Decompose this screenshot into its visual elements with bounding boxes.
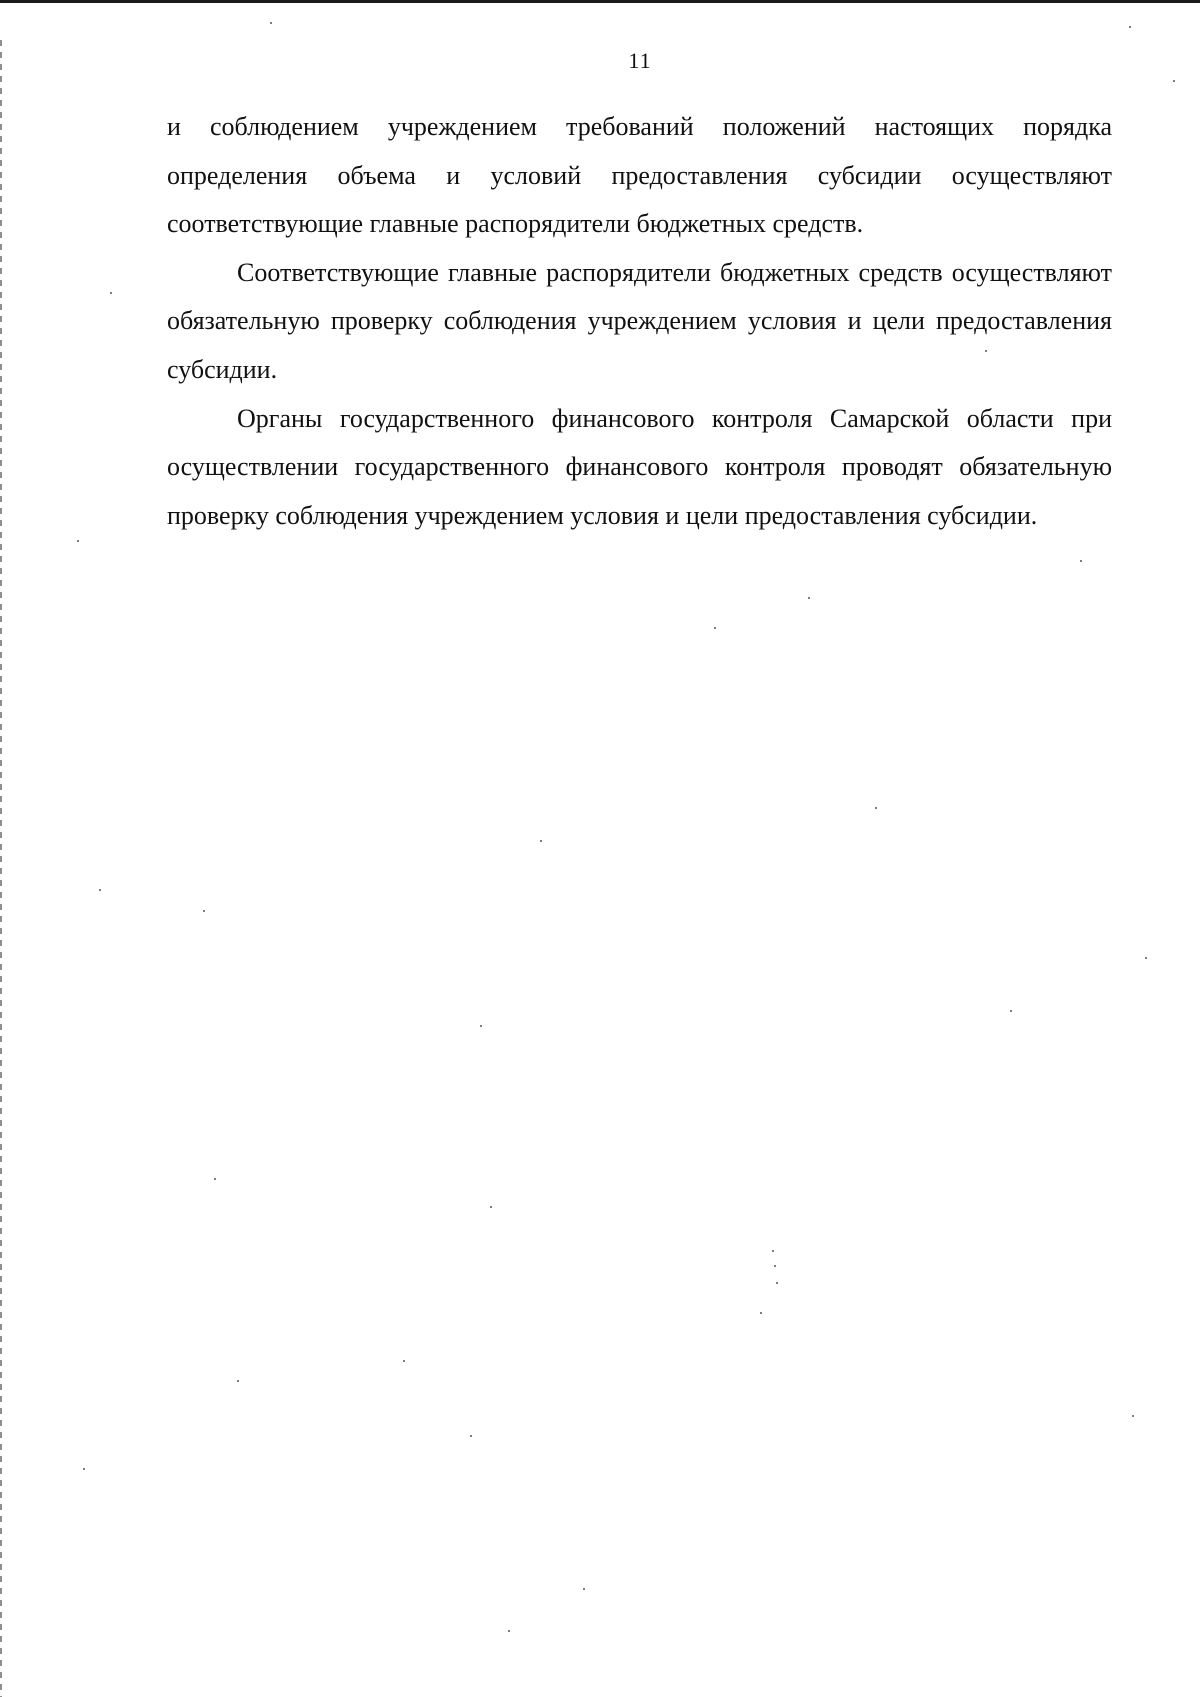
scan-speck xyxy=(875,807,877,809)
scan-left-edge xyxy=(0,40,2,1697)
scan-speck xyxy=(760,1312,762,1314)
scan-speck xyxy=(774,1265,776,1267)
paragraph-continuation: и соблюдением учреждением требований положений настоящих порядка определения объема и условий предоставления субсидии осуществляют соответствующие главные распорядители бюджетных средств. xyxy=(167,112,1112,239)
scan-speck xyxy=(77,540,79,542)
scan-speck xyxy=(203,910,205,912)
scan-speck xyxy=(808,597,810,599)
scan-speck xyxy=(772,1250,774,1252)
scan-speck xyxy=(714,627,716,629)
scan-speck xyxy=(214,1178,216,1180)
scan-speck xyxy=(1129,26,1131,28)
scan-speck xyxy=(403,1360,405,1362)
page-number: 11 xyxy=(628,48,652,73)
scan-speck xyxy=(99,889,101,891)
scan-speck xyxy=(540,840,542,842)
scan-speck xyxy=(110,292,112,294)
scan-speck xyxy=(237,1380,239,1382)
scan-speck xyxy=(480,1025,482,1027)
scan-speck xyxy=(776,1282,778,1284)
scan-speck xyxy=(470,1435,472,1437)
scan-speck xyxy=(1080,560,1082,562)
scan-speck xyxy=(1132,1415,1134,1417)
scan-speck xyxy=(508,1630,510,1632)
scan-speck xyxy=(583,1588,585,1590)
scan-speck xyxy=(1145,957,1147,959)
paragraph-budget-managers: Соответствующие главные распорядители бюджетных средств осуществляют обязательную проверку соблюдения учреждением условия и цели предоставления субсидии. xyxy=(167,257,1112,384)
scan-speck xyxy=(83,1468,85,1470)
scan-speck xyxy=(270,22,272,24)
paragraph-financial-control: Органы государственного финансового контроля Самарской области при осуществлении государственного финансового контроля проводят обязательную проверку соблюдения учреждением условия и цели предоставления субсидии. xyxy=(167,403,1112,530)
document-body xyxy=(167,103,1112,540)
scan-speck xyxy=(490,1206,492,1208)
scan-speck xyxy=(985,350,987,352)
scan-speck xyxy=(1010,1010,1012,1012)
scan-speck xyxy=(1173,80,1175,82)
scan-top-edge xyxy=(0,0,1200,3)
